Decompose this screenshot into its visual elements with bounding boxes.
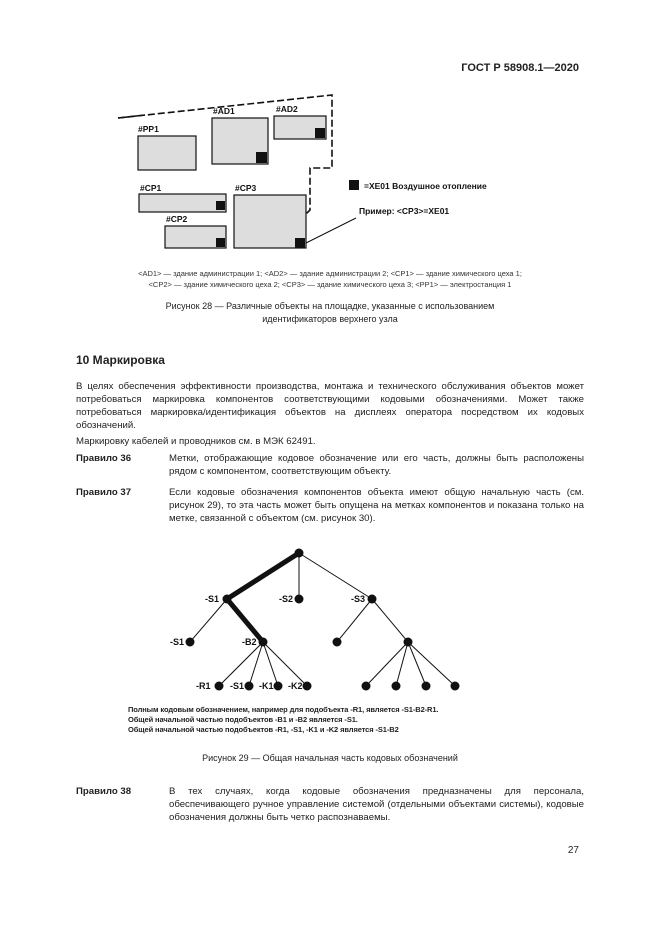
node-s1 <box>223 595 231 603</box>
node-root <box>295 549 303 557</box>
node-b2 <box>259 638 267 646</box>
node-s1b <box>186 638 194 646</box>
figure-28-caption <box>60 300 600 326</box>
marker-cp1 <box>216 201 225 210</box>
caption-28-line-1: Рисунок 28 — Различные объекты на площадке, указанные с использованием <box>165 301 495 311</box>
figure-28-diagram <box>118 95 487 248</box>
marker-ad2 <box>315 128 325 138</box>
tree-label-s1: -S1 <box>205 594 220 604</box>
rule-38 <box>76 785 584 824</box>
edge-b2-k2 <box>263 642 307 686</box>
marker-ad1 <box>256 152 267 163</box>
legend-marker-icon <box>349 180 359 190</box>
tree-label-k2: -K2 <box>288 681 303 691</box>
figure-29-tree <box>186 549 459 690</box>
node-leaf-c <box>422 682 430 690</box>
label-cp2: #CP2 <box>166 214 188 224</box>
tree-label-s1c: -S1 <box>230 681 245 691</box>
edge-b2-k1 <box>263 642 278 686</box>
tree-note-2: Общей начальной частью подобъектов -B1 и -B2 является -S1. <box>128 715 358 724</box>
document-header: ГОСТ Р 58908.1—2020 <box>461 62 579 74</box>
page-number: 27 <box>567 845 579 856</box>
building-pp1 <box>138 136 196 170</box>
rule-37-text: Если кодовые обозначения компонентов объекта имеют общую начальную часть (см. рисунок 29), то эта часть может быть опущена на метках компонентов и показана только на метке, связанной с объектом (см. рисунок 30). <box>169 487 584 524</box>
tree-label-s1b: -S1 <box>170 637 185 647</box>
node-s3a <box>333 638 341 646</box>
marker-cp2 <box>216 238 225 247</box>
edge-s3-b <box>372 599 408 642</box>
node-s3 <box>368 595 376 603</box>
rule-38-text: В тех случаях, когда кодовые обозначения предназначены для персонала, обеспечивающего ручное управление системой (отдельными объектами системы), кодовые обозначения должны быть четко распознаваемы. <box>169 786 584 823</box>
legend-key-text: =XE01 Воздушное отопление <box>364 181 487 191</box>
node-k2 <box>303 682 311 690</box>
legend-line-2: <CP2> — здание химического цеха 2; <CP3> — здание химического цеха 3; <PP1> — электростанция 1 <box>148 280 512 289</box>
edge-s3-a <box>337 599 372 642</box>
node-leaf-d <box>451 682 459 690</box>
edge-s3b-d <box>408 642 455 686</box>
figure-29-caption: Рисунок 29 — Общая начальная часть кодовых обозначений <box>202 753 458 763</box>
tree-label-b2: -B2 <box>242 637 257 647</box>
caption-28-line-2: идентификаторов верхнего узла <box>262 314 398 324</box>
legend-line-1: <AD1> — здание администрации 1; <AD2> — здание администрации 2; <CP1> — здание химического цеха 1; <box>138 269 522 278</box>
site-boundary-top <box>118 115 145 118</box>
label-ad1: #AD1 <box>213 106 235 116</box>
rule-38-label: Правило 38 <box>76 786 132 797</box>
label-cp1: #CP1 <box>140 183 162 193</box>
rule-37-label: Правило 37 <box>76 487 132 498</box>
example-pointer-line <box>306 218 356 243</box>
figure-28-legend <box>60 268 600 290</box>
tree-label-k1: -K1 <box>259 681 274 691</box>
node-r1 <box>215 682 223 690</box>
rule-36 <box>76 452 584 478</box>
example-text: Пример: <CP3>=XE01 <box>359 206 450 216</box>
edge-s3b-c <box>408 642 426 686</box>
rule-36-text: Метки, отображающие кодовое обозначение или его часть, должны быть расположены рядом с компонентом, соответствующим объекту. <box>169 453 584 477</box>
tree-label-s3: -S3 <box>351 594 366 604</box>
tree-note-3: Общей начальной частью подобъектов -R1, -S1, -K1 и -K2 является -S1-B2 <box>128 725 399 734</box>
tree-label-r1: -R1 <box>196 681 211 691</box>
rule-36-label: Правило 36 <box>76 453 132 464</box>
label-cp3: #CP3 <box>235 183 257 193</box>
node-s1c <box>245 682 253 690</box>
node-leaf-b <box>392 682 400 690</box>
tree-note-1: Полным кодовым обозначением, например для подобъекта -R1, является -S1-B2-R1. <box>128 705 439 714</box>
paragraph-2: Маркировку кабелей и проводников см. в МЭК 62491. <box>76 436 316 447</box>
edge-s1-b2 <box>227 599 263 642</box>
label-pp1: #PP1 <box>138 124 159 134</box>
building-cp1 <box>139 194 226 212</box>
section-title: 10 Маркировка <box>76 353 165 367</box>
node-s2 <box>295 595 303 603</box>
node-leaf-a <box>362 682 370 690</box>
node-s3b <box>404 638 412 646</box>
marker-cp3 <box>295 238 305 248</box>
node-k1 <box>274 682 282 690</box>
rule-37 <box>76 486 584 525</box>
paragraph-1: В целях обеспечения эффективности производства, монтажа и технического обслуживания объектов может потребоваться маркировка компонентов соответствующими кодовыми обозначениями. Может также потребоваться маркировка/идентификация объектов на дисплеях оператора посредством их кодовых обозначений. <box>76 381 584 431</box>
edge-root-s1 <box>227 553 299 599</box>
label-ad2: #AD2 <box>276 104 298 114</box>
edge-root-s3 <box>299 553 372 599</box>
tree-label-s2: -S2 <box>279 594 294 604</box>
edge-s1-s1b <box>190 599 227 642</box>
